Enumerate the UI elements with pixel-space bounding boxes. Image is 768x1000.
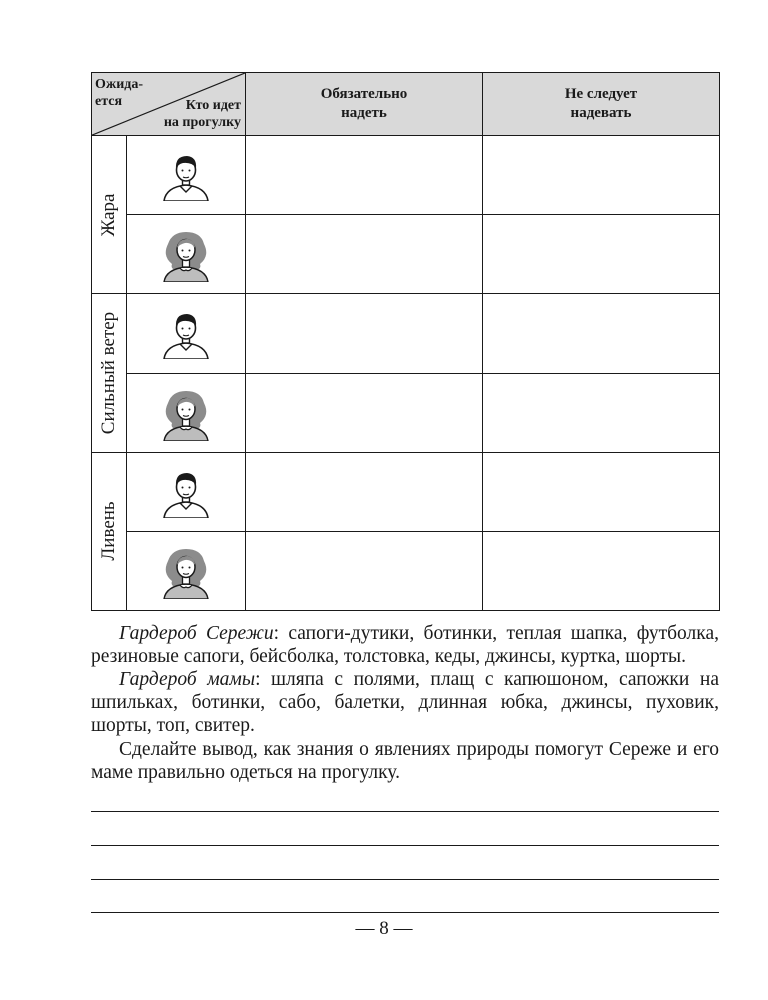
boy-icon [160, 307, 212, 359]
condition-label: Сильный ветер [98, 311, 119, 435]
mom-wardrobe-paragraph [91, 668, 719, 737]
not-wear-cell[interactable] [483, 215, 720, 294]
table-row [92, 215, 720, 294]
task-paragraph: Сделайте вывод, как знания о явлениях природы помогут Сереже и его маме правильно одеться на прогулку. [91, 739, 719, 783]
person-cell [127, 452, 246, 531]
header-must-wear [246, 73, 483, 136]
seryozha-wardrobe-items: : сапоги-дутики, ботинки, теплая шапка, футболка, резиновые сапоги, бейсболка, толстовка, кеды, джинсы, куртка, шорты. [91, 623, 719, 667]
header-who-line2: на прогулку [163, 115, 241, 131]
header-who-line1: Кто идет [185, 98, 241, 114]
header-expected [95, 76, 143, 110]
mom-wardrobe-label: Гардероб мамы [119, 669, 256, 690]
condition-label: Ливень [98, 501, 119, 561]
woman-icon [158, 226, 214, 282]
must-wear-cell[interactable] [246, 215, 483, 294]
person-cell [127, 136, 246, 215]
header-not-wear-line2: надевать [570, 105, 632, 122]
header-who-goes [164, 97, 241, 131]
must-wear-cell[interactable] [246, 294, 483, 373]
person-cell [127, 215, 246, 294]
condition-label: Жара [98, 193, 119, 237]
seryozha-wardrobe-paragraph [91, 622, 719, 668]
not-wear-cell[interactable] [483, 373, 720, 452]
must-wear-cell[interactable] [246, 531, 483, 610]
not-wear-cell[interactable] [483, 452, 720, 531]
page-number: — 8 — [355, 918, 413, 939]
person-cell [127, 531, 246, 610]
not-wear-cell[interactable] [483, 294, 720, 373]
header-must-wear-line2: надеть [341, 105, 387, 122]
table-row [92, 531, 720, 610]
answer-line-1[interactable] [91, 811, 719, 812]
not-wear-cell[interactable] [483, 531, 720, 610]
header-expected-line1: Ожида- [95, 77, 144, 92]
must-wear-cell[interactable] [246, 136, 483, 215]
boy-icon [160, 466, 212, 518]
answer-line-4[interactable] [91, 912, 719, 913]
seryozha-wardrobe-label: Гардероб Сережи [119, 623, 274, 644]
condition-cell-heat [92, 136, 127, 294]
woman-icon [158, 543, 214, 599]
answer-line-2[interactable] [91, 845, 719, 846]
table-row [92, 294, 720, 373]
header-should-not-wear [483, 73, 720, 136]
header-not-wear-line1: Не следует [564, 86, 638, 103]
woman-icon [158, 385, 214, 441]
table-row [92, 136, 720, 215]
must-wear-cell[interactable] [246, 373, 483, 452]
header-must-wear-line1: Обязательно [320, 86, 408, 103]
mom-wardrobe-items: : шляпа с полями, плащ с капюшоном, сапожки на шпильках, ботинки, сабо, балетки, длинная юбка, джинсы, пуховик, шорты, топ, свитер. [91, 669, 719, 736]
condition-cell-downpour [92, 452, 127, 610]
table-row [92, 373, 720, 452]
boy-icon [160, 149, 212, 201]
header-corner-cell [92, 73, 246, 136]
answer-line-3[interactable] [91, 879, 719, 880]
table-row [92, 452, 720, 531]
table-header-row [92, 73, 720, 136]
wardrobe-table [91, 72, 720, 611]
header-expected-line2: ется [95, 94, 123, 109]
condition-cell-strong-wind [92, 294, 127, 452]
person-cell [127, 373, 246, 452]
not-wear-cell[interactable] [483, 136, 720, 215]
must-wear-cell[interactable] [246, 452, 483, 531]
person-cell [127, 294, 246, 373]
